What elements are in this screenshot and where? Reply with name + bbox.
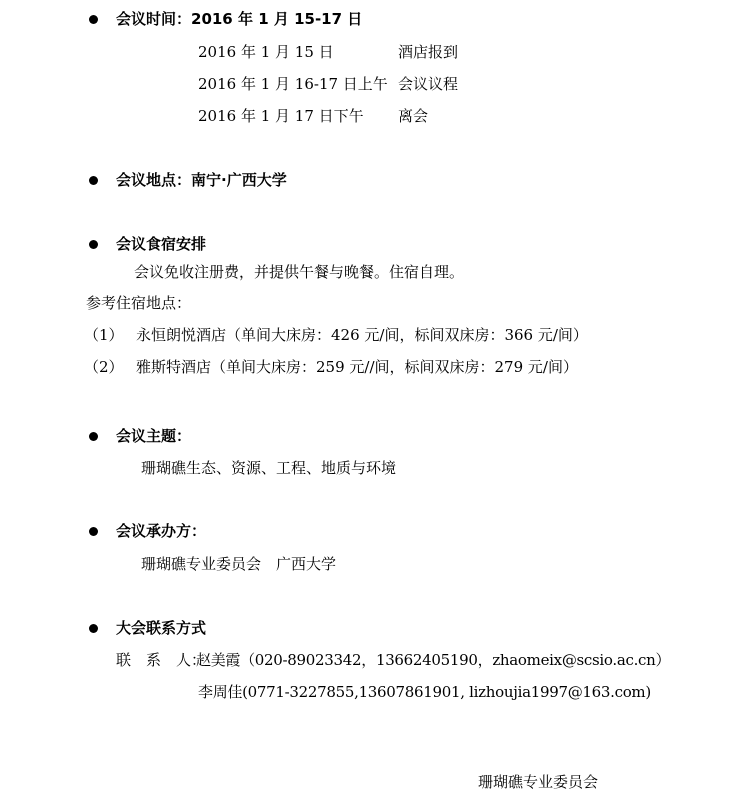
location-heading: 会议地点：南宁·广西大学 [116,171,287,189]
contact-person-1: 赵美霞（020-89023342，13662405190，zhaomeix@scsio.ac.cn） [196,651,671,669]
bullet-accommodation [89,240,98,249]
time-row-1-event: 酒店报到 [398,43,459,61]
bullet-theme [89,432,98,441]
accommodation-note: 会议免收注册费，并提供午餐与晚餐。住宿自理。 [134,263,465,281]
bullet-contact [89,624,98,633]
theme-heading: 会议主题： [116,427,192,445]
time-row-2-date: 2016 年 1 月 16-17 日上午 [198,75,388,93]
contact-heading: 大会联系方式 [116,619,207,637]
hotel-1-text: 永恒朗悦酒店（单间大床房：426 元/间，标间双床房：366 元/间） [136,326,588,344]
bullet-organizer [89,527,98,536]
signature: 珊瑚礁专业委员会 [478,773,599,791]
time-row-3-date: 2016 年 1 月 17 日下午 [198,107,364,125]
contact-label: 联 系 人： [116,651,207,669]
contact-person-2: 李周佳(0771-3227855,13607861901, lizhoujia1997@163.com) [198,683,651,701]
accommodation-heading: 会议食宿安排 [116,235,207,253]
organizer-text: 珊瑚礁专业委员会 广西大学 [141,555,337,573]
accommodation-ref-label: 参考住宿地点： [86,294,192,312]
hotel-2-text: 雅斯特酒店（单间大床房：259 元//间，标间双床房：279 元/间） [136,358,578,376]
organizer-heading: 会议承办方： [116,522,207,540]
bullet-location [89,176,98,185]
time-heading: 会议时间：2016 年 1 月 15-17 日 [116,10,363,28]
time-row-2-event: 会议议程 [398,75,459,93]
hotel-2-num: （2） [84,358,124,376]
time-row-1-date: 2016 年 1 月 15 日 [198,43,334,61]
time-row-3-event: 离会 [398,107,429,125]
theme-text: 珊瑚礁生态、资源、工程、地质与环境 [141,459,397,477]
hotel-1-num: （1） [84,326,124,344]
bullet-time [89,15,98,24]
